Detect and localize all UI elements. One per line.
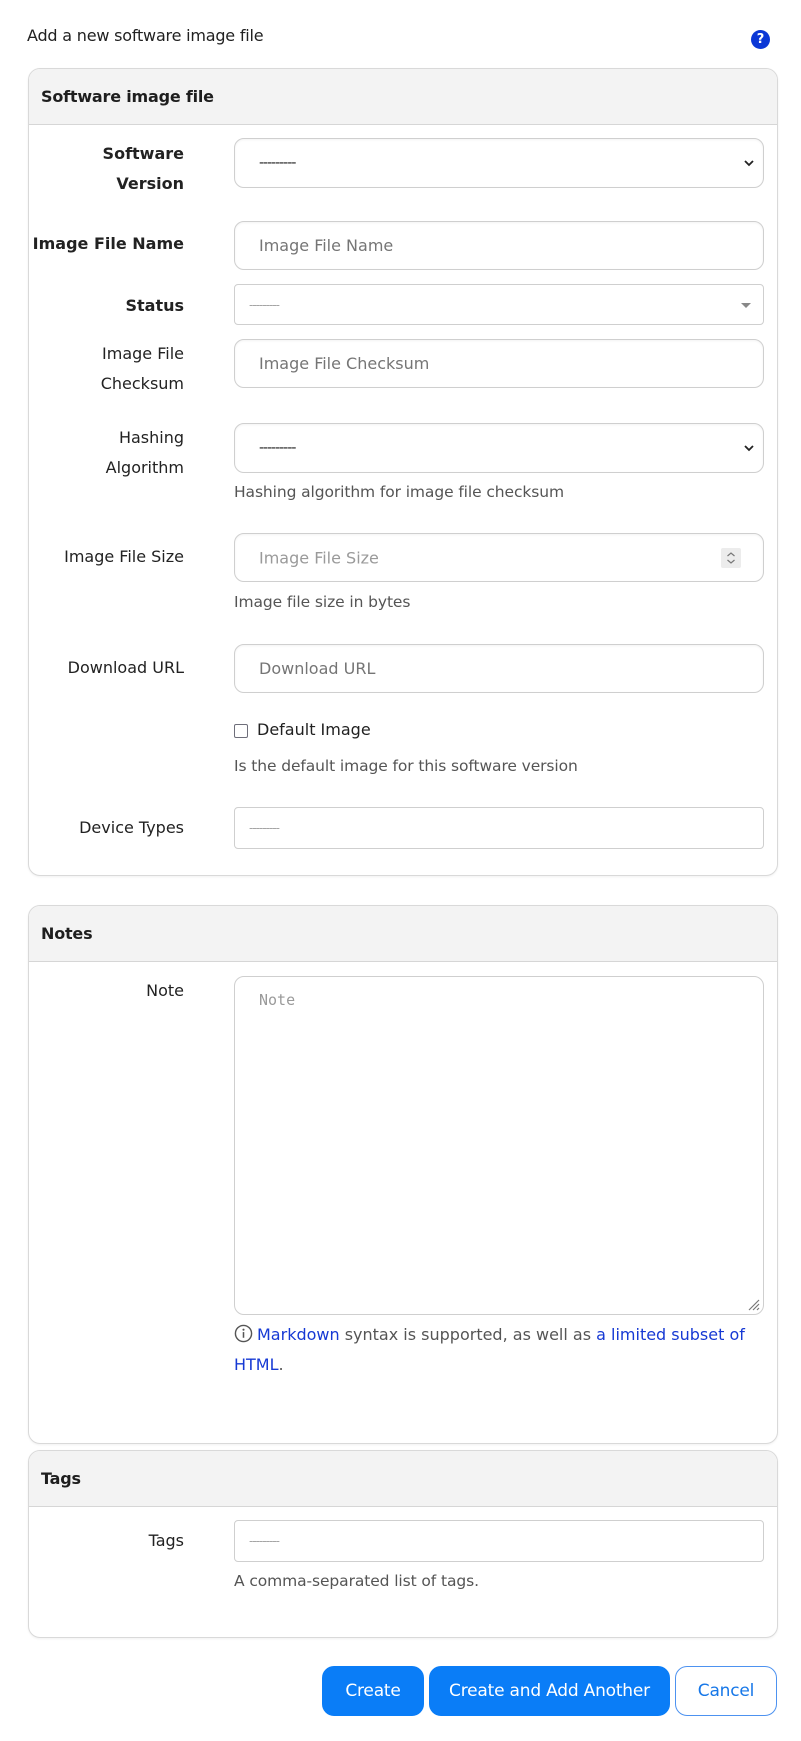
card-header: Software image file [29, 69, 777, 125]
info-circle-icon [234, 1324, 253, 1343]
note-textarea[interactable]: Note [234, 976, 764, 1315]
image-file-checksum-input[interactable] [234, 339, 764, 388]
html-subset-link[interactable]: a limited subset of HTML [234, 1325, 745, 1374]
chevron-down-icon [743, 442, 755, 454]
caret-down-icon [741, 303, 751, 308]
markdown-link[interactable]: Markdown [257, 1325, 340, 1344]
default-image-label[interactable]: Default Image [257, 720, 371, 739]
image-file-name-input[interactable] [234, 221, 764, 270]
tags-help: A comma-separated list of tags. [234, 1572, 479, 1590]
spinner-arrows-icon [721, 548, 741, 568]
resize-grip-icon[interactable] [746, 1297, 760, 1311]
tags-label: Tags [148, 1531, 184, 1550]
download-url-label: Download URL [67, 658, 184, 677]
tags-select[interactable]: --------- [234, 1520, 764, 1562]
hashing-algorithm-select[interactable]: --------- [234, 423, 764, 473]
software-version-select[interactable]: --------- [234, 138, 764, 188]
device-types-label: Device Types [79, 818, 184, 837]
default-image-help: Is the default image for this software version [234, 757, 578, 775]
software-version-label: Software Version [102, 144, 184, 193]
image-file-name-label: Image File Name [32, 234, 184, 253]
default-image-checkbox[interactable] [234, 724, 248, 738]
hashing-algorithm-label: Hashing Algorithm [105, 428, 184, 477]
create-and-add-another-button[interactable]: Create and Add Another [429, 1666, 670, 1716]
number-spinner[interactable] [721, 548, 741, 568]
card-header: Tags [29, 1451, 777, 1507]
software-image-file-card [28, 68, 778, 876]
image-file-size-help: Image file size in bytes [234, 593, 411, 611]
card-header: Notes [29, 906, 777, 962]
note-label: Note [146, 981, 184, 1000]
tags-card [28, 1450, 778, 1638]
markdown-help: Markdown syntax is supported, as well as a limited subset of HTML. [234, 1325, 745, 1374]
download-url-input[interactable] [234, 644, 764, 693]
hashing-algorithm-help: Hashing algorithm for image file checksum [234, 483, 564, 501]
image-file-size-label: Image File Size [64, 547, 184, 566]
status-label: Status [125, 296, 184, 315]
status-select[interactable]: --------- [234, 284, 764, 325]
create-button[interactable]: Create [322, 1666, 424, 1716]
device-types-select[interactable]: --------- [234, 807, 764, 849]
cancel-button[interactable]: Cancel [675, 1666, 777, 1716]
notes-card [28, 905, 778, 1444]
image-file-checksum-label: Image File Checksum [100, 344, 184, 393]
chevron-down-icon [743, 157, 755, 169]
page-title: Add a new software image file [27, 26, 264, 45]
image-file-size-input[interactable]: Image File Size [234, 533, 764, 582]
question-circle-icon[interactable]: ? [751, 30, 770, 49]
